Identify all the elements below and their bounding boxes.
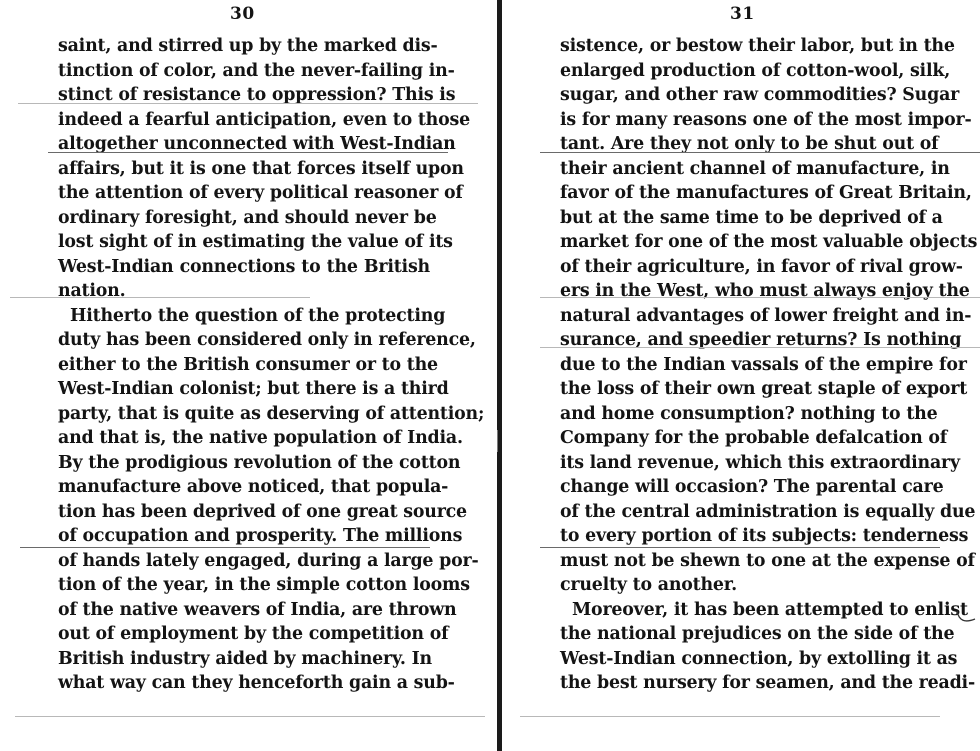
text-line: ers in the West, who must always enjoy the <box>560 281 970 301</box>
paragraph-start-line: Hitherto the question of the protecting <box>70 305 446 326</box>
text-line: the national prejudices on the side of the <box>560 624 955 644</box>
text-line: to every portion of its subjects: tenderness <box>560 526 969 546</box>
text-line: surance, and speedier returns? Is nothing <box>560 330 962 350</box>
text-line: of the central administration is equally due <box>560 501 976 522</box>
text-line: West-Indian connection, by extolling it as <box>560 648 958 669</box>
text-line: out of employment by the competition of <box>58 624 449 644</box>
book-gutter <box>497 0 502 751</box>
scan-rule <box>10 297 310 298</box>
scan-tick <box>497 430 498 452</box>
text-line: sistence, or bestow their labor, but in the <box>560 36 955 56</box>
page-number-left: 30 <box>230 4 255 24</box>
text-line: lost sight of in estimating the value of its <box>58 232 453 252</box>
text-line: what way can they henceforth gain a sub- <box>58 673 455 693</box>
scan-rule <box>540 347 980 348</box>
text-line: natural advantages of lower freight and in- <box>560 305 972 326</box>
text-line: cruelty to another. <box>560 575 738 595</box>
page-number-right: 31 <box>730 4 755 24</box>
scan-rule <box>520 716 940 717</box>
text-line: West-Indian colonist; but there is a third <box>58 379 449 399</box>
text-line: indeed a fearful anticipation, even to those <box>58 109 470 130</box>
text-line: and home consumption? nothing to the <box>560 403 938 424</box>
text-line: affairs, but it is one that forces itself upon <box>58 158 464 179</box>
text-line: their ancient channel of manufacture, in <box>560 158 950 179</box>
text-line: tant. Are they not only to be shut out of <box>560 134 939 154</box>
text-line: tion has been deprived of one great source <box>58 501 467 522</box>
text-line: the attention of every political reasoner of <box>58 183 463 203</box>
text-line: duty has been considered only in reference, <box>58 330 476 350</box>
text-line: is for many reasons one of the most impor- <box>560 109 972 130</box>
text-line: and that is, the native population of India. <box>58 428 463 448</box>
text-line: stinct of resistance to oppression? This is <box>58 85 456 105</box>
right-page <box>503 0 980 751</box>
scan-rule <box>20 547 430 548</box>
text-line: manufacture above noticed, that popula- <box>58 477 449 497</box>
text-line: party, that is quite as deserving of attention; <box>58 403 485 424</box>
text-line: British industry aided by machinery. In <box>58 648 433 669</box>
text-line: saint, and stirred up by the marked dis- <box>58 36 438 56</box>
text-line: favor of the manufactures of Great Britain, <box>560 183 972 203</box>
text-line: altogether unconnected with West-Indian <box>58 134 456 154</box>
scan-rule <box>48 152 448 153</box>
scan-rule <box>18 103 478 104</box>
right-page-text <box>560 34 978 696</box>
text-line: of their agriculture, in favor of rival grow- <box>560 256 963 277</box>
text-line: but at the same time to be deprived of a <box>560 207 943 228</box>
text-line: of hands lately engaged, during a large por- <box>58 550 479 571</box>
scan-rule <box>540 152 980 153</box>
text-line: change will occasion? The parental care <box>560 477 944 497</box>
text-line: the best nursery for seamen, and the readi- <box>560 673 975 693</box>
scan-rule <box>540 297 980 298</box>
text-line: tinction of color, and the never-failing in- <box>58 60 455 81</box>
scan-rule <box>15 716 485 717</box>
left-page-text <box>58 34 485 696</box>
text-line: of occupation and prosperity. The millions <box>58 526 463 546</box>
text-line: of the native weavers of India, are thrown <box>58 599 457 620</box>
scan-rule <box>540 547 940 548</box>
text-line: nation. <box>58 281 126 301</box>
text-line: due to the Indian vassals of the empire for <box>560 354 967 375</box>
paragraph-start-line: Moreover, it has been attempted to enlist <box>572 599 968 620</box>
text-line: its land revenue, which this extraordinary <box>560 452 960 473</box>
text-line: tion of the year, in the simple cotton looms <box>58 575 470 595</box>
text-line: ordinary foresight, and should never be <box>58 207 437 228</box>
text-line: either to the British consumer or to the <box>58 354 438 375</box>
text-line: the loss of their own great staple of export <box>560 379 968 399</box>
margin-mark-icon <box>955 607 977 627</box>
text-line: Company for the probable defalcation of <box>560 428 948 448</box>
text-line: By the prodigious revolution of the cotton <box>58 452 461 473</box>
text-line: must not be shewn to one at the expense of <box>560 550 975 571</box>
text-line: sugar, and other raw commodities? Sugar <box>560 85 960 105</box>
text-line: West-Indian connections to the British <box>58 256 430 277</box>
text-line: market for one of the most valuable objects <box>560 232 978 252</box>
text-line: enlarged production of cotton-wool, silk, <box>560 60 951 81</box>
